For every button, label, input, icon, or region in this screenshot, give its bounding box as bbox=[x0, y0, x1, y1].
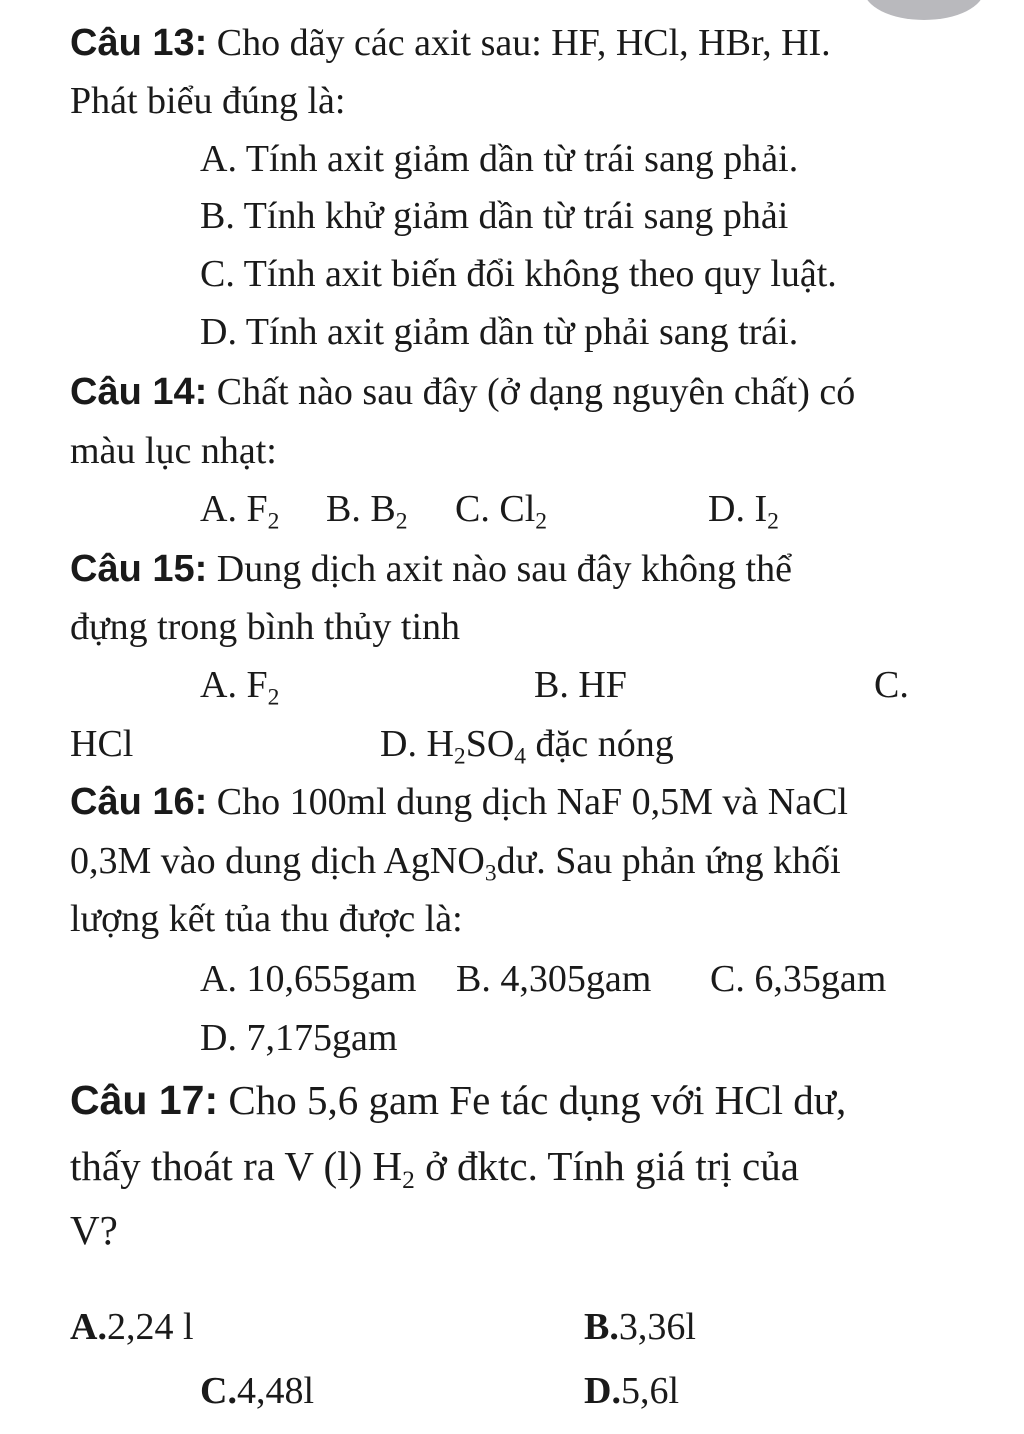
q15-option-a bbox=[200, 664, 280, 711]
option-letter: A. bbox=[200, 664, 237, 706]
option-text: đặc nóng bbox=[526, 723, 674, 765]
q14-label: Câu 14: bbox=[70, 371, 208, 413]
option-text: . 6,35gam bbox=[735, 958, 887, 1000]
q14-stem-line1 bbox=[70, 373, 855, 411]
option-letter: A. bbox=[200, 488, 237, 530]
option-letter: D. bbox=[708, 488, 745, 530]
q16-option-c bbox=[710, 960, 886, 998]
q14-option-d bbox=[708, 488, 779, 535]
option-letter: C bbox=[200, 253, 226, 295]
q16-stem-text1: Cho 100ml dung dịch NaF 0,5M và NaCl bbox=[207, 781, 848, 823]
q16-stem-line1 bbox=[70, 783, 848, 821]
option-text: . Tính axit giảm dần từ trái sang phải. bbox=[227, 138, 799, 180]
q14-option-b bbox=[326, 488, 408, 535]
formula-subscript: 2 bbox=[395, 508, 408, 535]
q16-option-d bbox=[200, 1019, 397, 1057]
option-letter: D bbox=[200, 1017, 228, 1059]
option-letter: C. bbox=[200, 1370, 237, 1412]
q15-option-b bbox=[534, 666, 627, 704]
q14-option-a bbox=[200, 488, 280, 535]
q15-label: Câu 15: bbox=[70, 548, 208, 590]
formula-base: Cl bbox=[499, 488, 536, 530]
q13-stem-line1 bbox=[70, 24, 831, 62]
option-text: . 10,655gam bbox=[227, 958, 417, 1000]
q13-option-b bbox=[200, 197, 788, 235]
q13-option-d bbox=[200, 313, 798, 351]
q13-option-c bbox=[200, 255, 837, 293]
q16-stem-line3: lượng kết tủa thu được là: bbox=[70, 898, 463, 940]
option-letter: D bbox=[200, 311, 228, 353]
q17-option-a bbox=[70, 1308, 194, 1346]
option-letter: B. bbox=[326, 488, 361, 530]
q16-option-b bbox=[456, 960, 651, 998]
q14-stem-text1: Chất nào sau đây (ở dạng nguyên chất) có bbox=[207, 371, 856, 413]
formula-subscript: 4 bbox=[514, 743, 527, 770]
q15-option-c-letter: C. bbox=[874, 664, 909, 706]
option-letter: A bbox=[200, 958, 228, 1000]
formula-subscript: 2 bbox=[453, 743, 466, 770]
formula-subscript: 3 bbox=[484, 860, 497, 887]
option-text: 5,6l bbox=[620, 1370, 680, 1412]
q15-stem-line1 bbox=[70, 550, 792, 588]
formula-subscript: 2 bbox=[767, 508, 779, 535]
q17-stem-line1 bbox=[70, 1077, 847, 1123]
formula-subscript: 2 bbox=[535, 508, 548, 535]
q15-option-d bbox=[380, 723, 674, 770]
option-text: . 4,305gam bbox=[481, 958, 652, 1000]
q17-option-c bbox=[200, 1372, 314, 1410]
q13-stem-line2: Phát biểu đúng là: bbox=[70, 80, 346, 122]
q17-option-d bbox=[584, 1372, 679, 1410]
option-letter: D. bbox=[584, 1370, 621, 1412]
q16-label: Câu 16: bbox=[70, 781, 208, 823]
option-text: 3,36l bbox=[618, 1306, 696, 1348]
q14-stem-line2: màu lục nhạt: bbox=[70, 430, 277, 472]
option-letter: B bbox=[456, 958, 482, 1000]
q17-label: Câu 17: bbox=[70, 1077, 219, 1123]
option-text: . Tính axit biến đổi không theo quy luật. bbox=[225, 253, 837, 295]
option-letter: A bbox=[200, 138, 228, 180]
option-text: HF bbox=[578, 664, 627, 706]
formula-subscript: 2 bbox=[402, 1166, 415, 1195]
q15-option-c-text: HCl bbox=[70, 723, 134, 765]
q14-option-c bbox=[455, 488, 548, 535]
q13-stem-text1: Cho dãy các axit sau: HF, HCl, HBr, HI. bbox=[207, 22, 831, 64]
q16-stem-line2 bbox=[70, 840, 841, 887]
formula-base: I bbox=[754, 488, 768, 530]
option-text: 4,48l bbox=[236, 1370, 315, 1412]
q17-stem-line2 bbox=[70, 1143, 799, 1195]
q13-option-a bbox=[200, 140, 798, 178]
option-letter: C bbox=[710, 958, 736, 1000]
q15-stem-line2: đựng trong bình thủy tinh bbox=[70, 606, 461, 648]
option-text: . Tính axit giảm dần từ phải sang trái. bbox=[227, 311, 799, 353]
option-letter: A. bbox=[70, 1306, 107, 1348]
q15-stem-text1: Dung dịch axit nào sau đây không thể bbox=[207, 548, 792, 590]
formula-base: F bbox=[246, 664, 268, 706]
formula-subscript: 2 bbox=[267, 684, 280, 711]
option-letter: C. bbox=[455, 488, 490, 530]
q17-option-b bbox=[584, 1308, 696, 1346]
option-letter: B. bbox=[534, 664, 569, 706]
option-text: . Tính khử giảm dần từ trái sang phải bbox=[225, 195, 789, 237]
formula-subscript: 2 bbox=[267, 508, 280, 535]
formula-base: SO bbox=[465, 723, 515, 765]
q17-stem-line3: V? bbox=[70, 1207, 118, 1253]
formula-base: F bbox=[246, 488, 268, 530]
q17-stem-text1: Cho 5,6 gam Fe tác dụng với HCl dư, bbox=[218, 1077, 847, 1123]
q17-stem-text2b: ở đktc. Tính giá trị của bbox=[414, 1143, 799, 1189]
q16-option-a bbox=[200, 960, 416, 998]
option-text: 2,24 l bbox=[106, 1306, 194, 1348]
option-letter: B bbox=[200, 195, 226, 237]
q16-stem-text2a: 0,3M vào dung dịch AgNO bbox=[70, 840, 485, 882]
option-letter: D. bbox=[380, 723, 417, 765]
q16-stem-text2b: dư. Sau phản ứng khối bbox=[496, 840, 841, 882]
option-letter: B. bbox=[584, 1306, 619, 1348]
q17-stem-text2a: thấy thoát ra V (l) H bbox=[70, 1143, 403, 1189]
formula-base: H bbox=[426, 723, 454, 765]
overlay-button-edge bbox=[864, 0, 984, 20]
q13-label: Câu 13: bbox=[70, 22, 208, 64]
option-text: . 7,175gam bbox=[227, 1017, 398, 1059]
formula-base: B bbox=[370, 488, 396, 530]
